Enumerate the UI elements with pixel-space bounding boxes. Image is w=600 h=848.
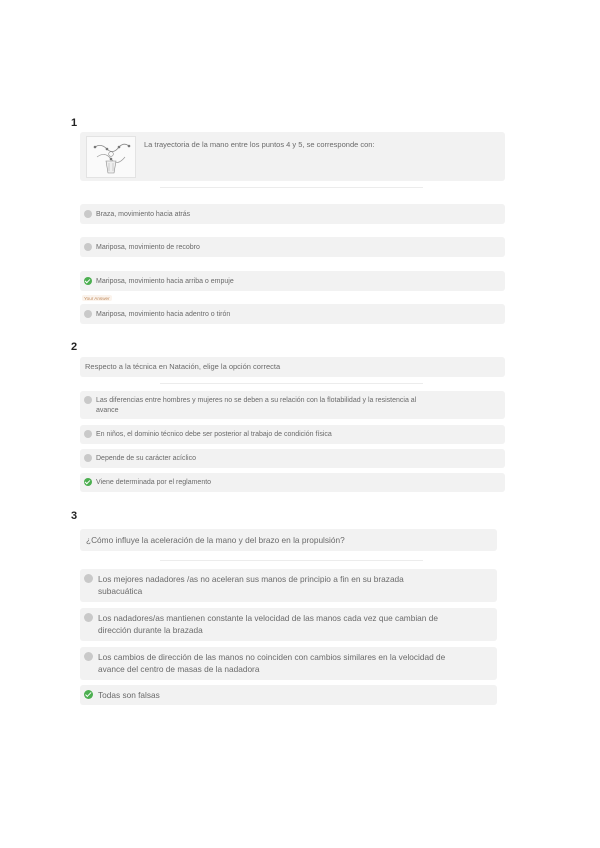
question-text: Respecto a la técnica en Natación, elige la opción correcta: [85, 362, 281, 371]
answer-option-text-line: Los cambios de dirección de las manos no coinciden con cambios similares en la velocidad de: [98, 652, 446, 662]
question-text: La trayectoria de la mano entre los puntos 4 y 5, se corresponde con:: [144, 140, 375, 149]
answer-option-text: Todas son falsas: [98, 690, 160, 700]
answer-option-text: Braza, movimiento hacia atrás: [96, 211, 191, 218]
unselected-radio-icon: [84, 652, 93, 661]
answer-option-text: Mariposa, movimiento hacia arriba o empuje: [96, 278, 234, 285]
unselected-radio-icon: [84, 210, 92, 218]
unselected-radio-icon: [84, 243, 92, 251]
unselected-radio-icon: [84, 396, 92, 404]
answer-option-text: Mariposa, movimiento de recobro: [96, 244, 200, 251]
answer-option-text-line: avance del centro de masas de la nadadora: [98, 663, 260, 674]
answer-option[interactable]: [80, 237, 505, 257]
answer-option-correct[interactable]: [80, 473, 505, 492]
unselected-radio-icon: [84, 430, 92, 438]
question-prompt-box: [80, 132, 505, 181]
question-prompt-box: [80, 357, 505, 377]
divider: [160, 187, 423, 188]
answer-option-correct[interactable]: [80, 685, 497, 705]
answer-option[interactable]: [80, 449, 505, 468]
answer-option-text: Viene determinada por el reglamento: [96, 479, 212, 486]
answer-option-text: Depende de su carácter acíclico: [96, 455, 196, 462]
answer-option-text-line: Los mejores nadadores /as no aceleran sus manos de principio a fin en su brazada: [98, 574, 404, 584]
unselected-radio-icon: [84, 454, 92, 462]
divider: [160, 383, 423, 384]
divider: [160, 560, 423, 561]
answer-option-text: En niños, el dominio técnico debe ser posterior al trabajo de condición física: [96, 431, 332, 438]
answer-option[interactable]: [80, 391, 505, 419]
question-number: 2: [71, 341, 78, 353]
check-circle-icon: [84, 478, 92, 486]
answer-option[interactable]: [80, 647, 497, 680]
check-circle-icon: [84, 277, 92, 285]
question-image: [86, 136, 136, 178]
answer-option-text: [96, 396, 416, 415]
answer-option[interactable]: [80, 608, 497, 641]
answer-option[interactable]: [80, 304, 505, 324]
check-circle-icon: [84, 690, 93, 699]
answer-option[interactable]: [80, 569, 497, 602]
swimmer-trajectory-diagram-icon: [87, 137, 135, 177]
question-text: ¿Cómo influye la aceleración de la mano y del brazo en la propulsión?: [86, 535, 345, 545]
question-prompt-box: [80, 529, 497, 551]
answer-option-text-line: Los nadadores/as mantienen constante la velocidad de las manos cada vez que cambian de: [98, 613, 438, 623]
question-number: 3: [71, 510, 78, 522]
answer-option-text-line: avance: [96, 406, 119, 414]
question-number: 1: [71, 117, 78, 129]
answer-option-correct[interactable]: [80, 271, 505, 291]
unselected-radio-icon: [84, 574, 93, 583]
answer-option[interactable]: [80, 204, 505, 224]
answer-option-text: Mariposa, movimiento hacia adentro o tirón: [96, 311, 231, 318]
answer-option-text-line: Las diferencias entre hombres y mujeres no se deben a su relación con la flotabilidad y la resistencia al: [96, 397, 417, 404]
answer-option-text: [98, 652, 445, 675]
answer-option-text: [98, 613, 438, 636]
answer-option[interactable]: [80, 425, 505, 444]
answer-option-text-line: subacuática: [98, 585, 143, 596]
answer-option-text-line: dirección durante la brazada: [98, 624, 203, 635]
unselected-radio-icon: [84, 310, 92, 318]
unselected-radio-icon: [84, 613, 93, 622]
answer-option-text: [98, 574, 404, 597]
your-answer-tag: Your Answer: [84, 295, 110, 301]
